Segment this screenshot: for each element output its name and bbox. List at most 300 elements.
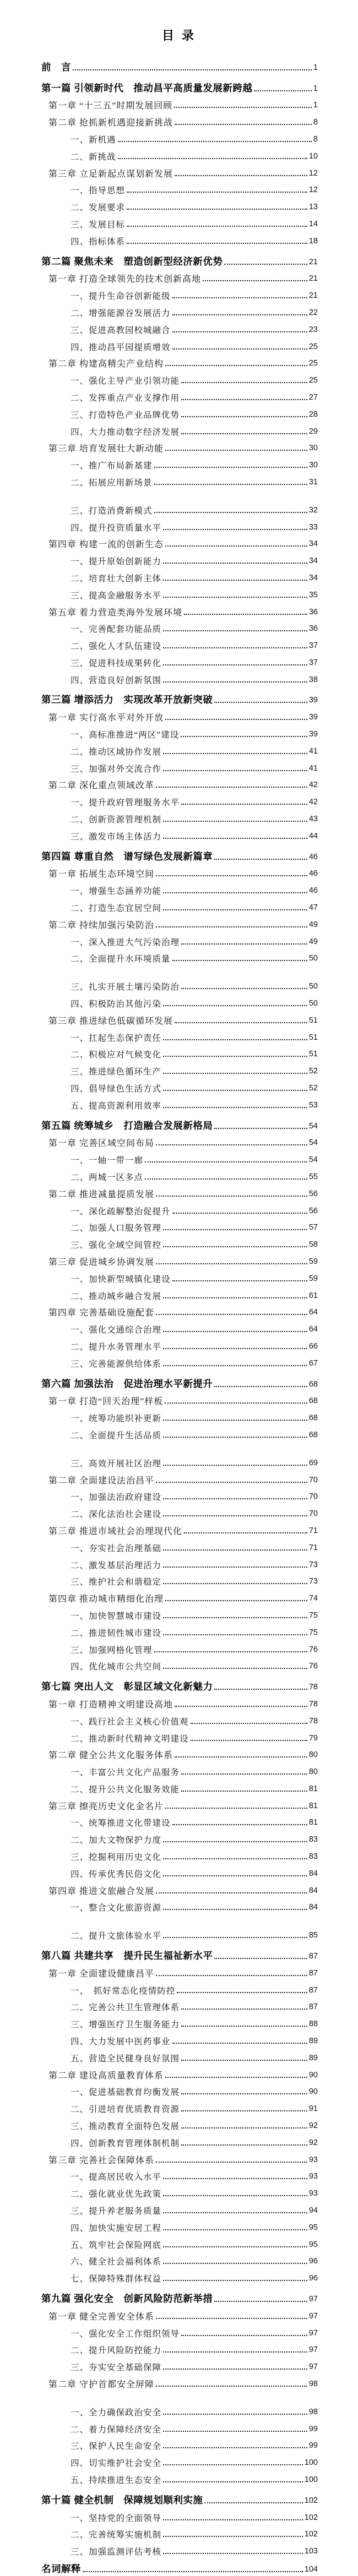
dot-leader: [154, 512, 307, 513]
toc-entry-label: 四、积极防治其他污染: [70, 1000, 162, 1009]
dot-leader: [172, 2043, 307, 2044]
toc-entry[interactable]: [41, 302, 318, 319]
toc-entry-page: 52: [308, 1067, 318, 1076]
toc-entry[interactable]: [41, 1200, 318, 1217]
toc-entry-label: 三、加强网格化管理: [70, 1645, 153, 1655]
toc-entry[interactable]: [41, 1571, 318, 1588]
toc-entry[interactable]: [41, 1027, 318, 1044]
toc-entry[interactable]: [41, 1829, 318, 1846]
toc-entry[interactable]: [41, 1863, 318, 1880]
dot-leader: [184, 1532, 307, 1533]
toc-entry[interactable]: [41, 471, 318, 488]
dot-leader: [163, 2447, 307, 2448]
toc-entry[interactable]: [41, 992, 318, 1009]
dot-leader: [165, 450, 307, 451]
dot-leader: [181, 988, 307, 989]
toc-entry[interactable]: [41, 1149, 318, 1166]
dot-leader: [163, 1634, 307, 1635]
toc-entry-page: 80: [308, 1750, 318, 1760]
toc-entry-page: 78: [308, 1683, 318, 1692]
toc-entry[interactable]: [41, 2322, 318, 2339]
toc-entry[interactable]: [41, 2356, 318, 2373]
toc-entry-label: 第三章 擦亮历史文化金名片: [48, 1802, 164, 1811]
toc-entry[interactable]: [41, 2217, 318, 2234]
toc-entry-page: 54: [308, 1138, 318, 1148]
toc-entry[interactable]: [41, 499, 318, 516]
dot-leader: [165, 1808, 307, 1809]
toc-entry-page: 75: [308, 1628, 318, 1637]
toc-entry-page: 46: [308, 886, 318, 896]
toc-entry-label: 一、夯实社会治理基础: [70, 1543, 162, 1553]
toc-entry[interactable]: [41, 2132, 318, 2149]
toc-entry[interactable]: [41, 740, 318, 757]
toc-entry-page: 87: [308, 1952, 318, 1961]
toc-entry[interactable]: [41, 1302, 318, 1319]
toc-entry-page: 102: [304, 2496, 318, 2505]
toc-entry[interactable]: [41, 2081, 318, 2098]
toc-entry[interactable]: [41, 2115, 318, 2132]
toc-entry[interactable]: [41, 1285, 318, 1302]
toc-entry[interactable]: [41, 438, 318, 455]
toc-entry-page: 97: [308, 2345, 318, 2355]
dot-leader: [172, 348, 307, 350]
toc-entry[interactable]: [41, 1520, 318, 1537]
dot-leader: [163, 1331, 307, 1332]
toc-entry[interactable]: [41, 213, 318, 230]
toc-entry[interactable]: [41, 386, 318, 403]
toc-entry-label: 二、全面提升水环境质量: [70, 954, 171, 964]
toc-entry[interactable]: [41, 2288, 318, 2305]
toc-entry[interactable]: [41, 690, 318, 707]
toc-entry-page: 12: [308, 185, 318, 195]
toc-entry[interactable]: [41, 162, 318, 179]
dot-leader: [156, 1196, 307, 1197]
toc-entry-page: 46: [308, 869, 318, 878]
toc-entry[interactable]: [41, 268, 318, 285]
dot-leader: [181, 1791, 307, 1792]
toc-entry[interactable]: [41, 353, 318, 370]
toc-entry[interactable]: [41, 1587, 318, 1604]
toc-entry-page: 75: [308, 1611, 318, 1620]
dot-leader: [184, 614, 307, 615]
dot-leader: [154, 484, 307, 485]
toc-entry[interactable]: [41, 2013, 318, 2030]
toc-entry[interactable]: [41, 533, 318, 550]
toc-entry[interactable]: [41, 1060, 318, 1077]
toc-entry[interactable]: [41, 1318, 318, 1335]
toc-entry-page: 37: [308, 658, 318, 667]
toc-entry[interactable]: [41, 635, 318, 652]
dot-leader: [204, 2502, 302, 2503]
toc-entry[interactable]: [41, 2064, 318, 2081]
toc-entry-page: 81: [308, 1784, 318, 1793]
toc-entry[interactable]: [41, 1537, 318, 1554]
toc-entry[interactable]: [41, 825, 318, 842]
toc-entry[interactable]: [41, 1693, 318, 1710]
dot-leader: [163, 1875, 307, 1876]
toc-entry[interactable]: [41, 948, 318, 965]
toc-entry-label: 三、提高金融服务水平: [70, 591, 162, 601]
dot-leader: [163, 664, 307, 665]
toc-entry[interactable]: [41, 1183, 318, 1200]
toc-entry[interactable]: [41, 1352, 318, 1369]
toc-entry[interactable]: [41, 550, 318, 567]
toc-entry-label: 一、加快新型城镇化建设: [70, 1274, 171, 1284]
toc-entry-page: 84: [308, 1903, 318, 1912]
toc-entry-label: 四、加快实施安居工程: [70, 2223, 162, 2233]
dot-leader: [181, 2110, 307, 2111]
toc-entry-page: 83: [308, 1852, 318, 1862]
toc-entry[interactable]: [41, 285, 318, 302]
dot-leader: [118, 158, 307, 159]
toc-entry-page: 87: [308, 2002, 318, 2012]
toc-entry-page: 68: [308, 1430, 318, 1439]
dot-leader: [214, 1386, 307, 1387]
toc-entry-label: 第一章 打造全球领先的技术创新高地: [48, 275, 202, 285]
toc-entry-label: 第三章 培育发展壮大新动能: [48, 444, 164, 454]
toc-entry[interactable]: [41, 1897, 318, 1914]
toc-entry-page: 31: [308, 477, 318, 487]
toc-entry[interactable]: [41, 2234, 318, 2251]
toc-entry[interactable]: [41, 2305, 318, 2322]
toc-entry[interactable]: [41, 2047, 318, 2064]
toc-entry-page: 30: [308, 461, 318, 470]
toc-entry[interactable]: [41, 1115, 318, 1132]
toc-entry[interactable]: [41, 2524, 318, 2541]
toc-entry[interactable]: [41, 319, 318, 336]
toc-entry-label: 二、推动区域协作发展: [70, 747, 162, 757]
toc-entry-page: 1: [313, 101, 318, 110]
dot-leader: [156, 2162, 307, 2163]
toc-entry[interactable]: [41, 2540, 318, 2557]
toc-entry-label: 第七篇 突出人文 彰显区域文化新魅力: [41, 1681, 213, 1693]
toc-entry-page: 49: [308, 920, 318, 929]
toc-entry[interactable]: [41, 2098, 318, 2115]
dot-leader: [181, 2144, 307, 2146]
toc-entry[interactable]: [41, 791, 318, 808]
toc-entry-label: 第一章 打造精神文明建设高地: [48, 1700, 173, 1710]
dot-leader: [163, 1090, 307, 1091]
toc-entry[interactable]: [41, 1778, 318, 1795]
toc-entry[interactable]: [41, 1268, 318, 1285]
toc-entry[interactable]: [41, 567, 318, 584]
toc-entry-page: 51: [308, 1016, 318, 1025]
toc-entry[interactable]: [41, 179, 318, 197]
toc-entry[interactable]: [41, 369, 318, 386]
toc-entry-page: 68: [308, 1379, 318, 1389]
toc-entry-label: 三、打造消费新模式: [70, 506, 153, 516]
toc-entry-label: 三、推进绿色循环生产: [70, 1067, 162, 1077]
toc-entry-page: 1: [313, 63, 318, 72]
toc-entry[interactable]: [41, 1077, 318, 1094]
toc-entry[interactable]: [41, 601, 318, 618]
toc-entry-label: 第二章 深化重点领域改革: [48, 781, 155, 791]
toc-entry-page: 92: [308, 2121, 318, 2131]
toc-entry-label: 第二章 持续加强污染防治: [48, 920, 155, 930]
toc-entry[interactable]: [41, 145, 318, 162]
toc-entry[interactable]: [41, 2435, 318, 2452]
toc-entry-page: 14: [308, 219, 318, 228]
toc-entry-label: 二、激发基层治理活力: [70, 1560, 162, 1570]
dot-leader: [214, 859, 307, 860]
toc-entry-label: 四、优化城市公共空间: [70, 1662, 162, 1672]
toc-entry[interactable]: [41, 2401, 318, 2418]
dot-leader: [181, 2009, 307, 2010]
toc-entry[interactable]: [41, 2182, 318, 2200]
toc-entry[interactable]: [41, 1795, 318, 1812]
toc-entry[interactable]: [41, 421, 318, 438]
toc-entry[interactable]: [41, 1217, 318, 1234]
dot-leader: [127, 243, 307, 244]
toc-entry[interactable]: [41, 1604, 318, 1622]
toc-entry[interactable]: [41, 95, 318, 112]
toc-entry[interactable]: [41, 1639, 318, 1656]
dot-leader: [163, 1841, 307, 1842]
toc-entry-label: 五、筑牢社会保险网底: [70, 2240, 162, 2250]
toc-entry[interactable]: [41, 2490, 318, 2507]
dot-leader: [181, 382, 307, 383]
dot-leader: [181, 1773, 307, 1775]
toc-entry[interactable]: [41, 2339, 318, 2356]
toc-entry-page: 41: [308, 746, 318, 756]
dot-leader: [175, 1756, 307, 1758]
toc-entry[interactable]: [41, 1132, 318, 1149]
toc-entry[interactable]: [41, 2507, 318, 2524]
toc-entry-label: 二、推动新时代精神文明建设: [70, 1734, 189, 1744]
toc-entry[interactable]: [41, 1979, 318, 1996]
toc-entry-label: 第二章 守护首都安全屏障: [48, 2379, 155, 2389]
toc-entry[interactable]: [41, 975, 318, 992]
toc-entry[interactable]: [41, 706, 318, 723]
toc-entry[interactable]: [41, 2469, 318, 2486]
dot-leader: [163, 2414, 307, 2415]
dot-leader: [156, 2386, 307, 2387]
toc-entry[interactable]: [41, 2267, 318, 2284]
toc-entry-page: 74: [308, 1594, 318, 1603]
toc-entry-label: 一、深入推进大气污染治理: [70, 937, 180, 947]
dot-leader: [181, 416, 307, 417]
toc-entry-label: 第一章 “十三五”时期发展回顾: [48, 101, 173, 111]
toc-entry-page: 58: [308, 1240, 318, 1249]
toc-entry-label: 第四章 完善基础设施配套: [48, 1308, 155, 1318]
toc-entry-page: 73: [308, 1577, 318, 1586]
toc-entry-label: 一、丰富公共文化产品服务: [70, 1768, 180, 1778]
toc-entry[interactable]: [41, 2166, 318, 2183]
toc-entry[interactable]: [41, 1554, 318, 1571]
toc-entry[interactable]: [41, 723, 318, 740]
toc-entry[interactable]: [41, 1094, 318, 1111]
dot-leader: [163, 580, 307, 581]
toc-entry-label: 第三章 促进城乡协调发展: [48, 1257, 155, 1267]
toc-entry[interactable]: [41, 2558, 318, 2575]
toc-entry-label: 二、完善统筹实施机制: [70, 2530, 162, 2540]
toc-entry[interactable]: [41, 863, 318, 880]
toc-entry-page: 42: [308, 781, 318, 790]
toc-entry[interactable]: [41, 2251, 318, 2268]
toc-entry[interactable]: [41, 251, 318, 268]
toc-entry-page: 57: [308, 1223, 318, 1232]
toc-entry-page: 54: [308, 1155, 318, 1165]
toc-entry[interactable]: [41, 2200, 318, 2217]
toc-entry-label: 二、着力保障经济安全: [70, 2425, 162, 2435]
toc-entry-label: 第八篇 共建共享 提升民生福祉新水平: [41, 1950, 213, 1962]
toc-entry[interactable]: [41, 1335, 318, 1352]
dot-leader: [163, 1668, 307, 1669]
toc-entry[interactable]: [41, 1656, 318, 1673]
toc-entry[interactable]: [41, 774, 318, 792]
toc-entry[interactable]: [41, 516, 318, 533]
toc-entry-page: 98: [308, 2407, 318, 2416]
toc-entry[interactable]: [41, 2452, 318, 2469]
toc-entry-page: 69: [308, 1458, 318, 1467]
toc-entry[interactable]: [41, 1744, 318, 1761]
toc-entry[interactable]: [41, 1676, 318, 1693]
toc-entry-label: 一、坚持党的全面领导: [70, 2513, 162, 2523]
toc-entry-label: 三、促进高教园校城融合: [70, 325, 171, 335]
toc-entry-page: 25: [308, 342, 318, 351]
toc-entry[interactable]: [41, 808, 318, 825]
toc-entry[interactable]: [41, 2149, 318, 2166]
toc-entry[interactable]: [41, 757, 318, 774]
toc-entry-label: 一、全力确保政治安全: [70, 2408, 162, 2417]
toc-entry[interactable]: [41, 1710, 318, 1727]
toc-entry-label: 三、加强监测评估考核: [70, 2547, 162, 2557]
toc-entry-page: 38: [308, 675, 318, 684]
dot-leader: [163, 753, 307, 754]
toc-entry-page: 56: [308, 1189, 318, 1198]
toc-entry[interactable]: [41, 931, 318, 948]
dot-leader: [181, 943, 307, 945]
toc-entry-label: 一、统筹推进文化带建设: [70, 1819, 171, 1829]
toc-entry[interactable]: [41, 1044, 318, 1061]
toc-entry[interactable]: [41, 1407, 318, 1424]
toc-entry-page: 76: [308, 1662, 318, 1671]
dot-leader: [163, 1909, 307, 1910]
toc-entry[interactable]: [41, 1166, 318, 1183]
toc-entry-label: 六、健全社会福利体系: [70, 2257, 162, 2267]
toc-entry-label: 二、提升风险防控能力: [70, 2346, 162, 2356]
toc-entry[interactable]: [41, 2030, 318, 2047]
dot-leader: [156, 2318, 307, 2319]
toc-entry[interactable]: [41, 846, 318, 863]
toc-entry-label: 一、深化疏解整治促提升: [70, 1207, 171, 1216]
toc-entry-label: 第九篇 强化安全 创新风险防范新举措: [41, 2293, 213, 2304]
toc-entry[interactable]: [41, 1373, 318, 1390]
toc-entry-page: 51: [308, 1033, 318, 1042]
toc-entry-label: 四、倡导绿色生活方式: [70, 1084, 162, 1094]
toc-entry-page: 91: [308, 2104, 318, 2114]
toc-entry-label: 二、打造生态宜居空间: [70, 904, 162, 914]
toc-entry[interactable]: [41, 336, 318, 353]
toc-entry[interactable]: [41, 1234, 318, 1251]
toc-entry-page: 49: [308, 937, 318, 946]
toc-entry[interactable]: [41, 1996, 318, 2013]
toc-entry[interactable]: [41, 454, 318, 471]
toc-entry[interactable]: [41, 1924, 318, 1941]
toc-entry-label: 一、统筹功能织补更新: [70, 1414, 162, 1424]
toc-entry[interactable]: [41, 1009, 318, 1027]
toc-entry[interactable]: [41, 1424, 318, 1441]
toc-entry[interactable]: [41, 1727, 318, 1744]
toc-entry-page: 53: [308, 1100, 318, 1110]
toc-entry-label: 第三章 完善社会保障体系: [48, 2155, 155, 2165]
toc-entry-label: 二、完善公共卫生管理体系: [70, 2003, 180, 2013]
toc-entry-page: 93: [308, 2172, 318, 2181]
toc-entry[interactable]: [41, 1452, 318, 1469]
toc-entry-label: 第三章 推进绿色低碳循环发展: [48, 1016, 173, 1026]
toc-entry-page: 23: [308, 325, 318, 334]
toc-entry-label: 一、强化交通综合治理: [70, 1325, 162, 1335]
dot-leader: [163, 1229, 307, 1230]
toc-entry[interactable]: [41, 897, 318, 914]
toc-entry-label: 前 言: [41, 61, 71, 73]
toc-entry[interactable]: [41, 1622, 318, 1639]
toc-entry[interactable]: [41, 584, 318, 601]
toc-entry-label: 二、发挥重点产业支撑作用: [70, 393, 180, 403]
toc-entry-label: 四、指标体系: [70, 237, 126, 247]
toc-entry-page: 96: [308, 2257, 318, 2266]
toc-entry-page: 64: [308, 1308, 318, 1317]
toc-entry[interactable]: [41, 196, 318, 213]
toc-entry-page: 71: [308, 1543, 318, 1552]
toc-entry-page: 52: [308, 1084, 318, 1093]
toc-entry[interactable]: [41, 1251, 318, 1268]
toc-entry[interactable]: [41, 1812, 318, 1829]
dot-leader: [181, 2093, 307, 2094]
toc-entry[interactable]: [41, 914, 318, 931]
toc-entry[interactable]: [41, 1469, 318, 1486]
toc-entry-label: 一、加快智慧城市建设: [70, 1611, 162, 1621]
toc-entry[interactable]: [41, 1945, 318, 1962]
toc-entry-label: 第三章 推进市域社会治理现代化: [48, 1526, 183, 1536]
dot-leader: [127, 226, 307, 227]
toc-entry-label: 第一章 全面建设健康昌平: [48, 1969, 155, 1979]
toc-entry-page: 95: [308, 2240, 318, 2249]
toc-entry[interactable]: [41, 2373, 318, 2390]
toc-entry[interactable]: [41, 2418, 318, 2435]
toc-entry-label: 第六篇 加强法治 促进治理水平新提升: [41, 1378, 213, 1389]
toc-entry-label: 二、强化就业优先政策: [70, 2190, 162, 2200]
toc-entry[interactable]: [41, 230, 318, 247]
toc-entry[interactable]: [41, 1503, 318, 1520]
toc-entry[interactable]: [41, 78, 318, 95]
dot-leader: [163, 1073, 307, 1074]
toc-entry-page: 8: [313, 118, 318, 127]
toc-entry[interactable]: [41, 128, 318, 145]
toc-entry[interactable]: [41, 111, 318, 128]
toc-entry[interactable]: [41, 618, 318, 635]
toc-entry[interactable]: [41, 403, 318, 421]
toc-entry-label: 一、扛起生态保护责任: [70, 1033, 162, 1043]
toc-entry[interactable]: [41, 880, 318, 897]
page-title: 目 录: [161, 29, 197, 42]
toc-entry[interactable]: [41, 57, 318, 74]
toc-entry[interactable]: [41, 652, 318, 669]
toc-entry-page: 90: [308, 2070, 318, 2080]
toc-entry[interactable]: [41, 1962, 318, 1979]
toc-entry-page: 12: [308, 168, 318, 178]
dot-leader: [163, 2536, 303, 2537]
toc-entry-label: 四、提升投资质量水平: [70, 523, 162, 533]
toc-entry[interactable]: [41, 669, 318, 686]
toc-entry[interactable]: [41, 1390, 318, 1407]
dot-leader: [191, 1723, 307, 1724]
toc-entry[interactable]: [41, 1486, 318, 1503]
toc-entry[interactable]: [41, 1761, 318, 1778]
toc-entry-label: 三、推动教育全面特色发展: [70, 2122, 180, 2132]
toc-entry[interactable]: [41, 1846, 318, 1863]
toc-entry[interactable]: [41, 1880, 318, 1897]
